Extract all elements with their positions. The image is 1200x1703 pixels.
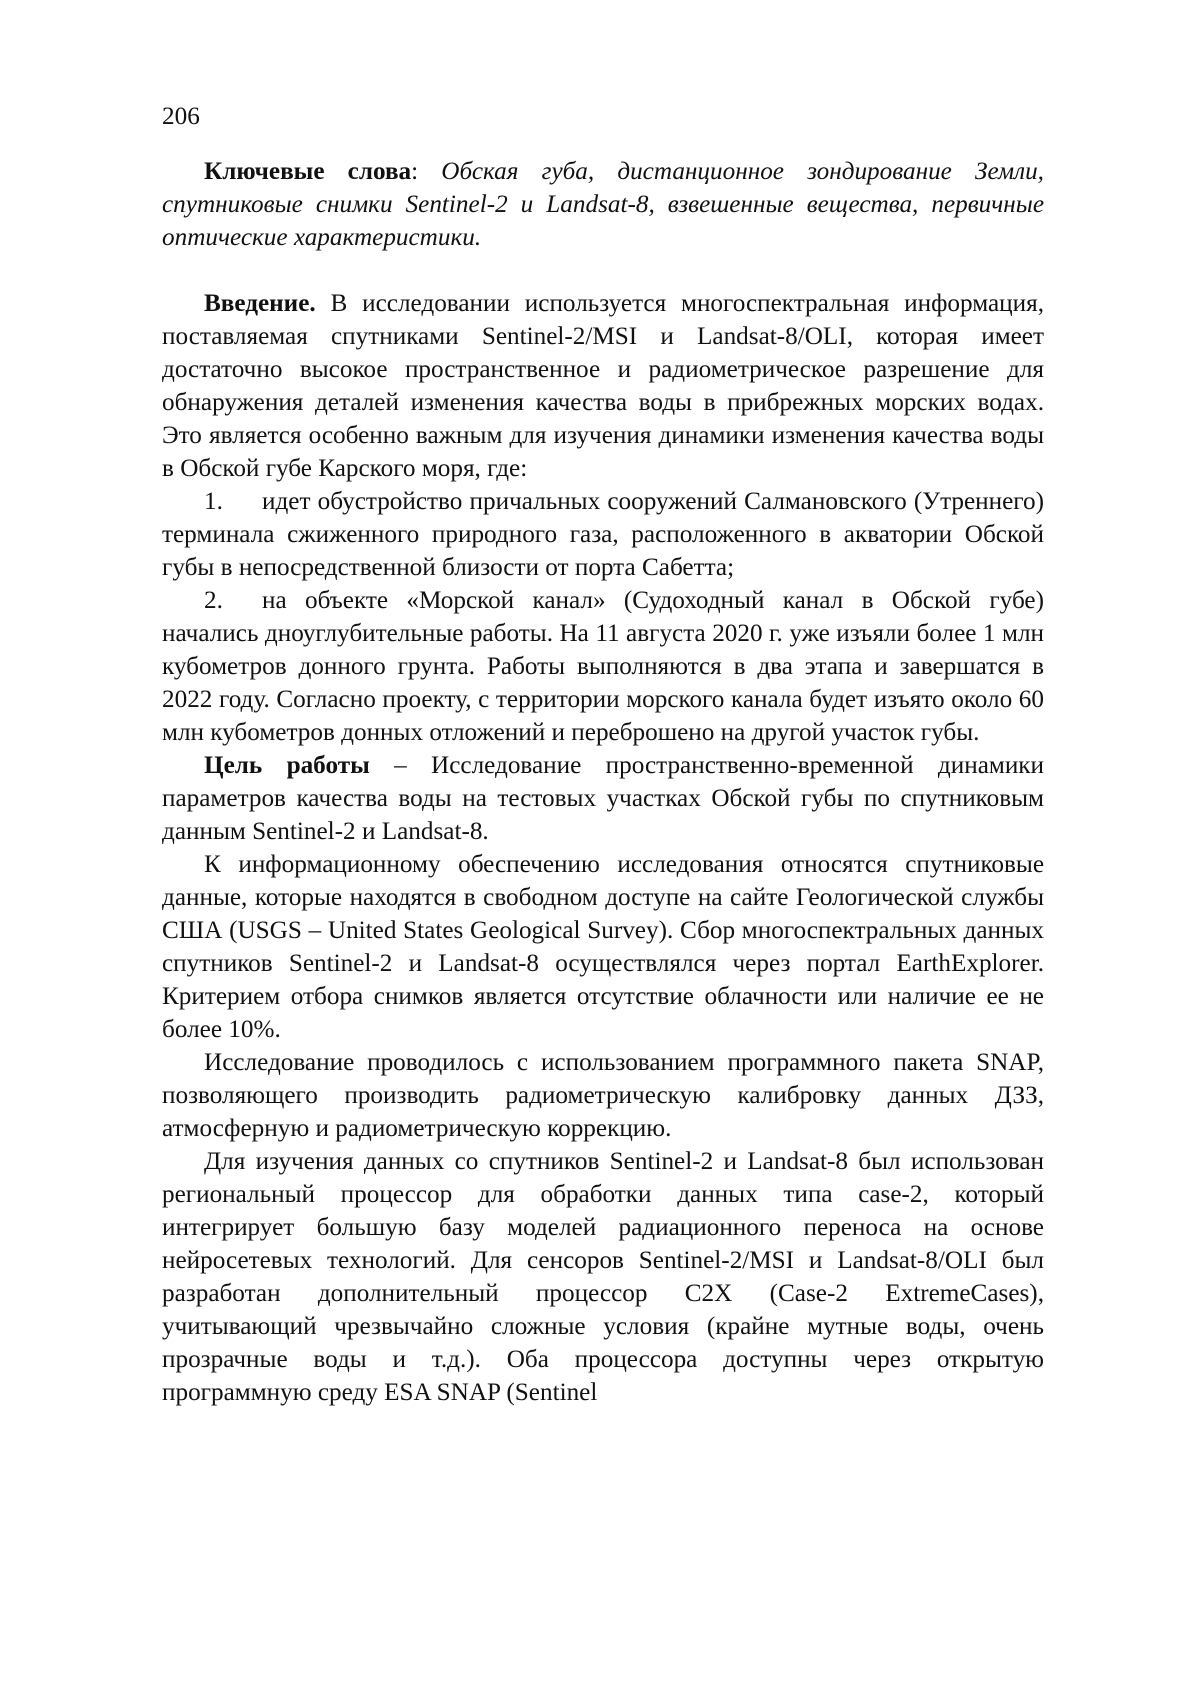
body-paragraph: К информационному обеспечению исследования относятся спутниковые данные, которые находятся в свободном доступе на сайте Геологической службы США (USGS – United States Geological Survey). Сбор многоспектральных данных спутников Sentinel-2 и Landsat-8 осуществлялся через портал EarthExplorer. Критерием отбора снимков является отсутствие облачности или наличие ее не более 10%.	[162, 851, 1044, 1043]
goal-label: Цель работы	[204, 752, 370, 779]
list-item	[162, 485, 1044, 584]
list-item-text: на объекте «Морской канал» (Судоходный канал в Обской губе) начались дноуглубительные работы. На 11 августа 2020 г. уже изъяли более 1 млн кубометров донного грунта. Работы выполняются в два этапа и завершатся в 2022 году. Согласно проекту, с территории морского канала будет изъято около 60 млн кубометров донных отложений и переброшено на другой участок губы.	[162, 587, 1044, 746]
goal-text: – Исследование пространственно-временной динамики параметров качества воды на тестовых участках Обской губы по спутниковым данным Sentinel-2 и Landsat-8.	[162, 752, 1045, 845]
list-item-number: 1.	[204, 488, 223, 515]
keywords-text: Обская губа, дистанционное зондирование Земли, спутниковые снимки Sentinel-2 и Landsat-8, взвешенные вещества, первичные оптические характеристики.	[162, 158, 1044, 251]
keywords-separator: :	[411, 158, 419, 185]
goal-paragraph	[162, 749, 1044, 848]
keywords-paragraph	[162, 155, 1044, 254]
intro-label: Введение.	[204, 290, 316, 317]
body-paragraph: Для изучения данных со спутников Sentinel-2 и Landsat-8 был использован региональный процессор для обработки данных типа case-2, который интегрирует большую базу моделей радиационного переноса на основе нейросетевых технологий. Для сенсоров Sentinel-2/MSI и Landsat-8/OLI был разработан дополнительный процессор C2X (Case-2 ExtremeCases), учитывающий чрезвычайно сложные условия (крайне мутные воды, очень прозрачные воды и т.д.). Оба процессора доступны через открытую программную среду ESA SNAP (Sentinel	[162, 1148, 1044, 1406]
page-number: 206	[162, 103, 200, 130]
list-item-number: 2.	[204, 587, 223, 614]
list-item-text: идет обустройство причальных сооружений Салмановского (Утреннего) терминала сжиженного природного газа, расположенного в акватории Обской губы в непосредственной близости от порта Сабетта;	[162, 488, 1044, 581]
list-item	[162, 584, 1044, 749]
document-page	[162, 100, 1044, 1409]
paragraph-gap	[162, 254, 1044, 287]
body-paragraph: Исследование проводилось с использованием программного пакета SNAP, позволяющего производить радиометрическую калибровку данных ДЗЗ, атмосферную и радиометрическую коррекцию.	[162, 1049, 1044, 1142]
keywords-label: Ключевые слова	[204, 158, 412, 185]
intro-text: В исследовании используется многоспектральная информация, поставляемая спутниками Sentinel-2/MSI и Landsat-8/OLI, которая имеет достаточно высокое пространственное и радиометрическое разрешение для обнаружения деталей изменения качества воды в прибрежных морских водах. Это является особенно важным для изучения динамики изменения качества воды в Обской губе Карского моря, где:	[162, 290, 1044, 482]
intro-paragraph	[162, 287, 1044, 485]
